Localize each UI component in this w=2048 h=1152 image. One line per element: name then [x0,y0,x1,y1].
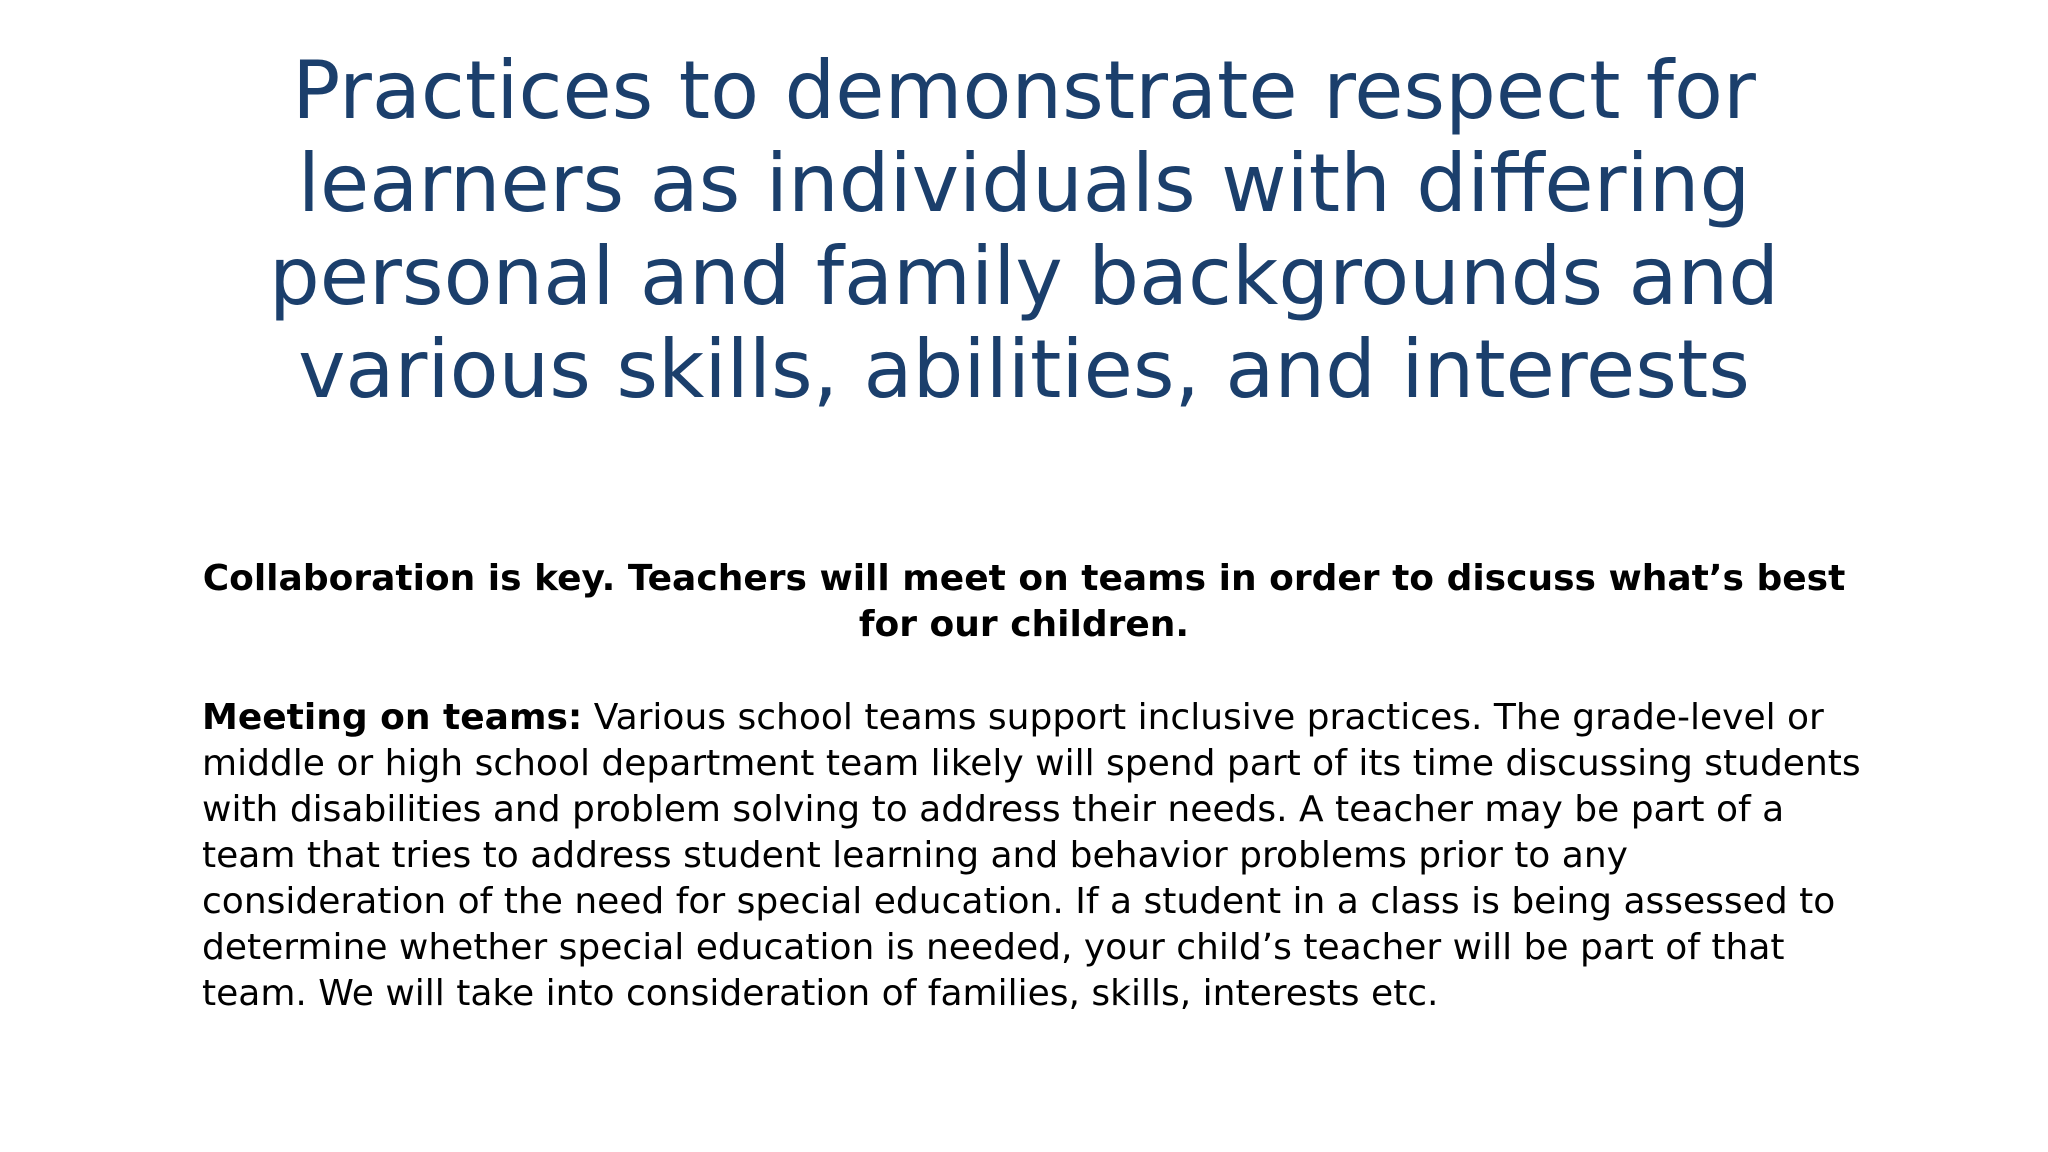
body-heading: Meeting on teams: [202,697,583,738]
lead-statement: Collaboration is key. Teachers will meet on teams in order to discuss what’s best for our children. [202,558,1846,645]
slide-title: Practices to demonstrate respect for learners as individuals with differing personal and family backgrounds and various skills, abilities, and interests [269,44,1779,416]
body-text: Various school teams support inclusive practices. The grade-level or middle or high school department team likely will spend part of its time discussing students with disabilities and problem solving to address their needs. A teacher may be part of a team that tries to address student learning and behavior problems prior to any consideration of the need for special education. If a student in a class is being assessed to determine whether special education is needed, your child’s teacher will be part of that team. We will take into consideration of families, skills, interests etc. [202,697,1861,1014]
body-paragraph [202,695,1862,1017]
